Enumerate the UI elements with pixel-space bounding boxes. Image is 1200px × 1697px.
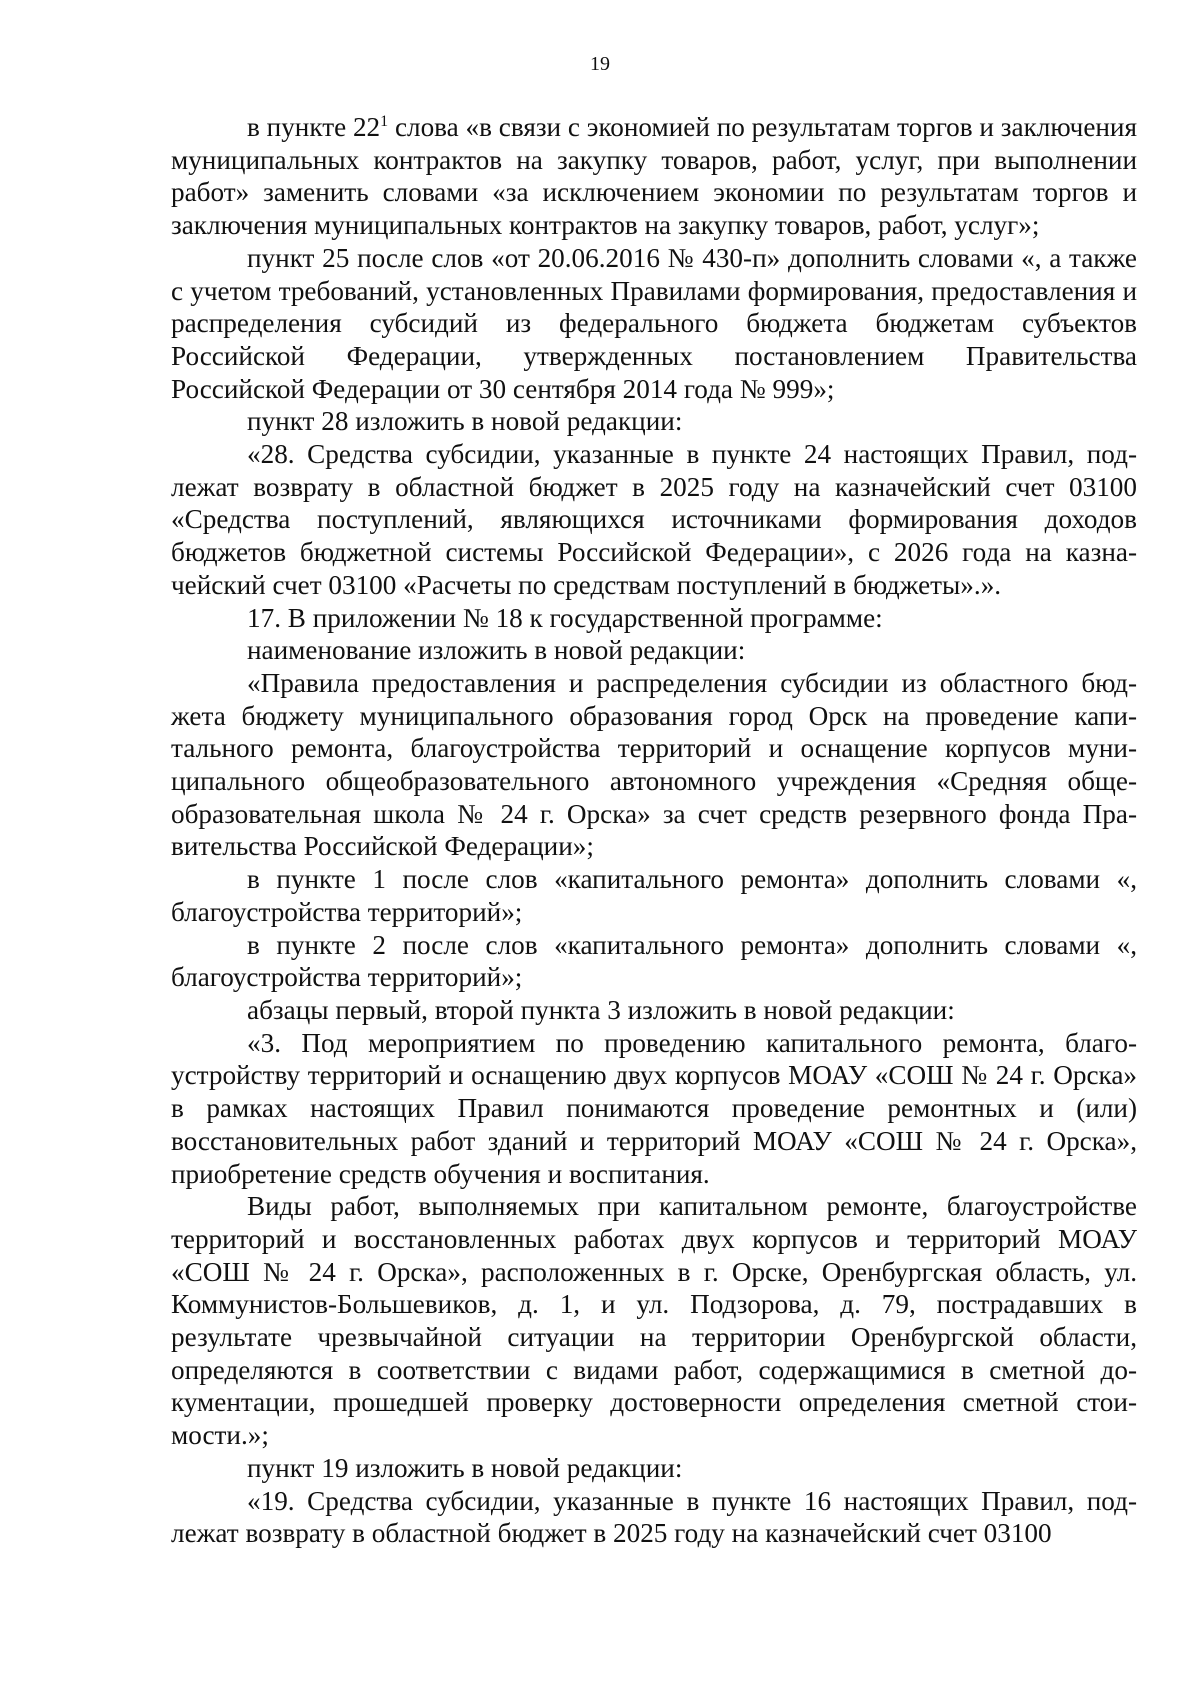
page-number: 19 — [590, 53, 610, 75]
paragraph-item-3-text: «3. Под мероприятием по проведению капитального ремонта, благоустройству территорий и оснащению двух корпусов МОАУ «СОШ № 24 г. Орска» в рамках настоящих Правил понимаются проведение ремонтных и (или) восстановительных работ зданий и территорий МОАУ «СОШ № 24 г. Орска», приобретение средств обучения и воспитания. — [171, 1027, 1137, 1189]
superscript-index: 1 — [380, 112, 389, 130]
paragraph-text: в пункте 22 — [247, 112, 381, 142]
document-body — [171, 111, 1137, 1550]
paragraph-item-28-heading: пункт 28 изложить в новой редакции: — [247, 406, 683, 437]
paragraph-item-28-text: «28. Средства субсидии, указанные в пункте 24 настоящих Правил, подлежат возврату в областной бюджет в 2025 году на казначейский счет 03100 «Средства поступлений, являющихся источниками формирования доходов бюджетов бюджетной системы Российской Федерации», с 2026 года на казначейский счет 03100 «Расчеты по средствам поступлений в бюджеты».». — [171, 439, 1137, 600]
paragraph-item-25: пункт 25 после слов «от 20.06.2016 № 430-п» дополнить словами «, а также с учетом требований, установленных Правилами формирования, предоставления и распределения субсидий из федерального бюджета бюджетам субъектов Российской Федерации, утвержденных постановлением Правительства Российской Федерации от 30 сентября 2014 года № 999»; — [171, 242, 1137, 404]
paragraph-text: слова «в связи с экономией по результатам торгов и заключения муниципальных контрактов на закупку товаров, работ, услуг, при выполнении работ» заменить словами «за исключением экономии по результатам торгов и заключения муниципальных контрактов на закупку товаров, работ, услуг»; — [171, 112, 1137, 241]
paragraph-item-2: в пункте 2 после слов «капитального ремонта» дополнить словами «, благоустройства территорий»; — [171, 929, 1137, 993]
paragraph-title-heading: наименование изложить в новой редакции: — [247, 635, 746, 666]
paragraph-title-text: «Правила предоставления и распределения субсидии из областного бюджета бюджету муниципального образования город Орск на проведение капитального ремонта, благоустройства территорий и оснащение корпусов муниципального общеобразовательного автономного учреждения «Средняя общеобразовательная школа № 24 г. Орска» за счет средств резервного фонда Правительства Российской Федерации»; — [171, 667, 1137, 862]
paragraph-item-19-text: «19. Средства субсидии, указанные в пункте 16 настоящих Правил, подлежат возврату в областной бюджет в 2025 году на казначейский счет 03100 — [171, 1485, 1137, 1549]
paragraph-item-3-heading: абзацы первый, второй пункта 3 изложить в новой редакции: — [247, 994, 955, 1025]
paragraph-item-1: в пункте 1 после слов «капитального ремонта» дополнить словами «, благоустройства территорий»; — [171, 864, 1137, 927]
paragraph-work-types: Виды работ, выполняемых при капитальном ремонте, благоустройстве территорий и восстановленных работах двух корпусов и территорий МОАУ «СОШ № 24 г. Орска», расположенных в г. Орске, Оренбургская область, ул. Коммунистов-Большевиков, д. 1, и ул. Подзорова, д. 79, пострадавших в результате чрезвычайной ситуации на территории Оренбургской области, определяются в соответствии с видами работ, содержащимися в сметной документации, прошедшей проверку достоверности определения сметной стоимости.»; — [171, 1191, 1137, 1451]
paragraph-item-22-1 — [171, 111, 1137, 242]
paragraph-item-19-heading: пункт 19 изложить в новой редакции: — [247, 1452, 683, 1483]
paragraph-section-17: 17. В приложении № 18 к государственной программе: — [247, 602, 883, 633]
